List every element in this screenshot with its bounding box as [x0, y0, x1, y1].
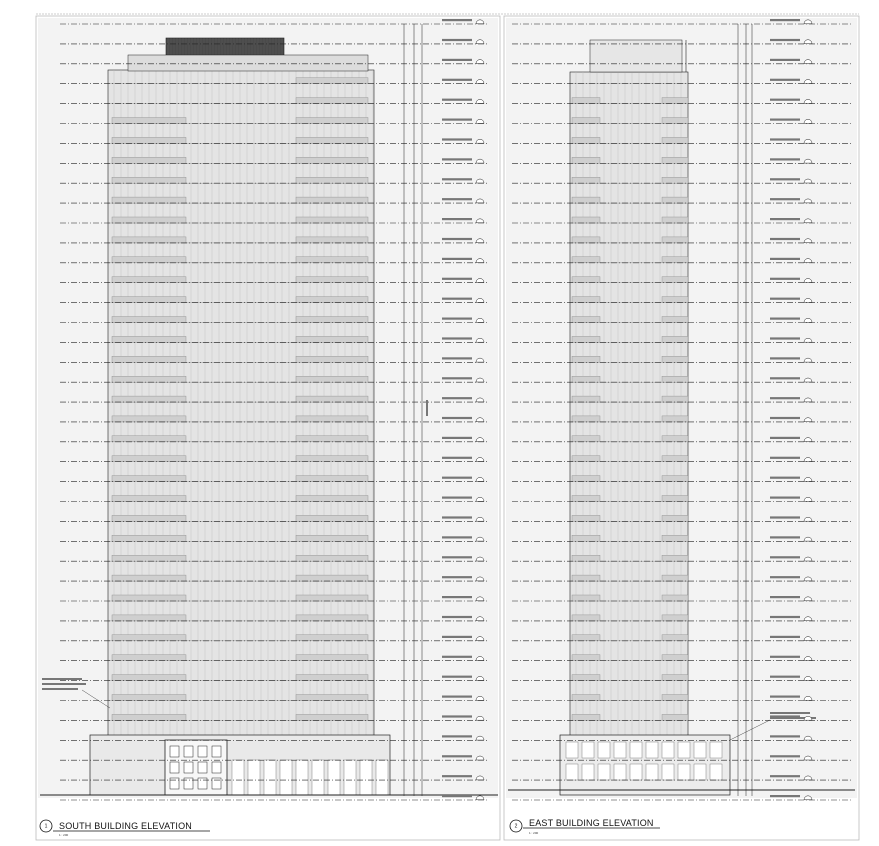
balcony: [662, 197, 688, 203]
balcony: [296, 78, 368, 84]
podium-window: [662, 742, 674, 758]
level-tag-label: [442, 178, 472, 180]
balcony: [296, 515, 368, 521]
level-tag-label: [442, 616, 472, 618]
balcony: [572, 496, 600, 502]
level-tag-label: [442, 19, 472, 21]
level-tag-label: [442, 676, 472, 678]
balcony: [112, 595, 186, 601]
level-tag-label: [770, 178, 800, 180]
balcony: [662, 396, 688, 402]
level-tag-label: [442, 238, 472, 240]
heritage-window: [212, 746, 221, 757]
balcony: [296, 336, 368, 342]
level-tag-label: [442, 596, 472, 598]
east-title-block: [510, 818, 660, 835]
level-tag-label: [442, 357, 472, 359]
level-tag-label: [442, 636, 472, 638]
level-tag-label: [442, 417, 472, 419]
balcony: [296, 535, 368, 541]
balcony: [112, 635, 186, 641]
balcony: [296, 376, 368, 382]
podium-window: [598, 742, 610, 758]
level-tag-label: [442, 318, 472, 320]
balcony: [572, 396, 600, 402]
podium-window: [710, 742, 722, 758]
heritage-window: [212, 778, 221, 789]
level-tag-label: [770, 457, 800, 459]
balcony: [572, 98, 600, 104]
podium-window: [710, 764, 722, 780]
balcony: [662, 575, 688, 581]
balcony: [662, 317, 688, 323]
balcony: [112, 197, 186, 203]
level-tag-label: [770, 158, 800, 160]
balcony: [296, 456, 368, 462]
heritage-window: [212, 762, 221, 773]
storefront-bay: [248, 760, 260, 795]
balcony: [112, 714, 186, 720]
level-tag-label: [442, 556, 472, 558]
balcony: [112, 277, 186, 283]
balcony: [572, 356, 600, 362]
balcony: [112, 118, 186, 124]
balcony: [572, 675, 600, 681]
balcony: [112, 416, 186, 422]
level-tag-label: [770, 59, 800, 61]
level-tag-label: [770, 536, 800, 538]
roof-parapet: [128, 55, 368, 71]
east-drawing-title: EAST BUILDING ELEVATION: [529, 818, 654, 828]
heritage-window: [198, 762, 207, 773]
balcony: [572, 595, 600, 601]
balcony: [296, 396, 368, 402]
balcony: [662, 555, 688, 561]
balcony: [112, 177, 186, 183]
podium-window: [678, 742, 690, 758]
balcony: [296, 118, 368, 124]
balcony: [112, 675, 186, 681]
podium-window: [614, 764, 626, 780]
heritage-window: [184, 762, 193, 773]
level-tag-label: [442, 516, 472, 518]
level-tag-label: [770, 556, 800, 558]
balcony: [296, 177, 368, 183]
balcony: [112, 575, 186, 581]
balcony: [662, 515, 688, 521]
balcony: [112, 515, 186, 521]
heritage-window: [184, 778, 193, 789]
balcony: [662, 535, 688, 541]
podium-window: [646, 764, 658, 780]
level-tag-label: [770, 138, 800, 140]
balcony: [662, 615, 688, 621]
balcony: [572, 277, 600, 283]
level-tag-label: [770, 397, 800, 399]
storefront-bay: [264, 760, 276, 795]
balcony: [572, 655, 600, 661]
balcony: [112, 456, 186, 462]
east-drawing-scale: 1 : 200: [529, 831, 539, 835]
balcony: [112, 137, 186, 143]
level-tag-label: [770, 337, 800, 339]
level-tag-label: [770, 795, 800, 797]
balcony: [662, 177, 688, 183]
level-tag-label: [442, 79, 472, 81]
balcony: [112, 615, 186, 621]
podium-window: [678, 764, 690, 780]
level-tag-label: [770, 676, 800, 678]
balcony: [572, 197, 600, 203]
balcony: [662, 217, 688, 223]
balcony: [112, 257, 186, 263]
level-tag-label: [442, 457, 472, 459]
balcony: [296, 137, 368, 143]
balcony: [112, 476, 186, 482]
balcony: [296, 476, 368, 482]
heritage-window: [170, 778, 179, 789]
balcony: [296, 237, 368, 243]
level-tag-label: [442, 696, 472, 698]
heritage-window: [170, 746, 179, 757]
level-tag-label: [442, 99, 472, 101]
balcony: [662, 635, 688, 641]
level-tag-label: [770, 755, 800, 757]
balcony: [662, 655, 688, 661]
level-tag-label: [442, 198, 472, 200]
level-tag-label: [442, 437, 472, 439]
level-tag-label: [770, 636, 800, 638]
balcony: [572, 436, 600, 442]
south-drawing-scale: 1 : 200: [59, 833, 69, 837]
balcony: [572, 416, 600, 422]
balcony: [572, 237, 600, 243]
east-drawing-number: 2: [514, 823, 518, 830]
balcony: [112, 555, 186, 561]
level-tag-label: [770, 99, 800, 101]
balcony: [112, 336, 186, 342]
level-tag-label: [442, 138, 472, 140]
level-tag-label: [770, 238, 800, 240]
balcony: [572, 575, 600, 581]
balcony: [662, 595, 688, 601]
south-drawing-number: 1: [44, 823, 48, 830]
level-tag-label: [442, 119, 472, 121]
balcony: [112, 356, 186, 362]
level-tag-label: [442, 218, 472, 220]
balcony: [296, 197, 368, 203]
level-tag-label: [770, 696, 800, 698]
balcony: [662, 714, 688, 720]
balcony: [296, 356, 368, 362]
balcony: [572, 257, 600, 263]
balcony: [296, 714, 368, 720]
level-tag-label: [442, 755, 472, 757]
level-tag-label: [770, 596, 800, 598]
podium-window: [694, 764, 706, 780]
balcony: [572, 137, 600, 143]
balcony: [572, 555, 600, 561]
balcony: [572, 535, 600, 541]
level-tag-label: [442, 158, 472, 160]
level-tag-label: [770, 258, 800, 260]
balcony: [662, 496, 688, 502]
level-tag-label: [770, 218, 800, 220]
podium-window: [582, 764, 594, 780]
podium-window: [662, 764, 674, 780]
level-tag-label: [770, 19, 800, 21]
balcony: [572, 695, 600, 701]
note-text-line: [42, 678, 82, 680]
podium-window: [630, 742, 642, 758]
balcony: [572, 118, 600, 124]
storefront-bay: [232, 760, 244, 795]
level-tag-label: [442, 337, 472, 339]
balcony: [662, 118, 688, 124]
balcony: [572, 297, 600, 303]
level-tag-label: [770, 477, 800, 479]
level-tag-label: [770, 715, 800, 717]
balcony: [112, 496, 186, 502]
level-tag-label: [770, 119, 800, 121]
balcony: [572, 515, 600, 521]
level-tag-label: [770, 39, 800, 41]
balcony: [572, 714, 600, 720]
heritage-window: [184, 746, 193, 757]
podium-window: [566, 742, 578, 758]
south-elevation-drawing: [38, 18, 498, 800]
south-title-block: [40, 820, 210, 837]
level-tag-label: [770, 198, 800, 200]
balcony: [112, 535, 186, 541]
podium-window: [694, 742, 706, 758]
balcony: [112, 695, 186, 701]
storefront-bay: [312, 760, 324, 795]
level-tag-label: [770, 437, 800, 439]
balcony: [112, 436, 186, 442]
balcony: [296, 297, 368, 303]
level-tag-label: [770, 278, 800, 280]
balcony: [662, 257, 688, 263]
balcony: [572, 217, 600, 223]
podium-window: [598, 764, 610, 780]
level-tag-label: [442, 735, 472, 737]
storefront-bay: [280, 760, 292, 795]
balcony: [296, 317, 368, 323]
balcony: [662, 98, 688, 104]
balcony: [572, 635, 600, 641]
heritage-window: [198, 778, 207, 789]
balcony: [662, 137, 688, 143]
level-tag-label: [442, 477, 472, 479]
heritage-window: [170, 762, 179, 773]
level-tag-label: [770, 417, 800, 419]
level-tag-label: [442, 715, 472, 717]
balcony: [296, 257, 368, 263]
level-tag-label: [770, 656, 800, 658]
balcony: [296, 695, 368, 701]
balcony: [662, 476, 688, 482]
balcony: [662, 297, 688, 303]
balcony: [572, 456, 600, 462]
heritage-window: [198, 746, 207, 757]
balcony: [296, 675, 368, 681]
level-tag-label: [770, 298, 800, 300]
storefront-bay: [376, 760, 388, 795]
level-tag-label: [770, 735, 800, 737]
level-tag-label: [770, 318, 800, 320]
level-tag-label: [442, 397, 472, 399]
level-tag-label: [770, 616, 800, 618]
balcony: [296, 98, 368, 104]
storefront-bay: [328, 760, 340, 795]
balcony: [112, 297, 186, 303]
balcony: [296, 655, 368, 661]
level-tag-label: [442, 278, 472, 280]
podium-window: [646, 742, 658, 758]
level-tag-label: [442, 536, 472, 538]
level-tag-label: [442, 298, 472, 300]
balcony: [662, 376, 688, 382]
balcony: [112, 157, 186, 163]
balcony: [662, 336, 688, 342]
podium-window: [630, 764, 642, 780]
balcony: [296, 277, 368, 283]
balcony: [296, 635, 368, 641]
level-tag-label: [770, 377, 800, 379]
balcony: [572, 317, 600, 323]
balcony: [572, 177, 600, 183]
level-tag-label: [442, 497, 472, 499]
level-tag-label: [770, 357, 800, 359]
storefront-bay: [360, 760, 372, 795]
mechanical-penthouse: [590, 40, 682, 72]
level-tag-label: [442, 39, 472, 41]
balcony: [112, 376, 186, 382]
overall-height-label: [426, 400, 428, 416]
podium-window: [614, 742, 626, 758]
balcony: [662, 237, 688, 243]
balcony: [572, 376, 600, 382]
east-elevation-drawing: [506, 18, 857, 800]
balcony: [112, 655, 186, 661]
level-tag-label: [770, 576, 800, 578]
balcony: [112, 317, 186, 323]
south-drawing-title: SOUTH BUILDING ELEVATION: [59, 821, 192, 831]
balcony: [662, 356, 688, 362]
balcony: [662, 695, 688, 701]
balcony: [662, 416, 688, 422]
balcony: [662, 675, 688, 681]
balcony: [662, 456, 688, 462]
balcony: [296, 157, 368, 163]
balcony: [112, 396, 186, 402]
podium-window: [582, 742, 594, 758]
level-tag-label: [442, 775, 472, 777]
balcony: [572, 336, 600, 342]
balcony: [662, 157, 688, 163]
balcony: [296, 217, 368, 223]
balcony: [572, 157, 600, 163]
balcony: [296, 555, 368, 561]
level-tag-label: [770, 516, 800, 518]
level-tag-label: [770, 775, 800, 777]
balcony: [296, 416, 368, 422]
level-tag-label: [770, 497, 800, 499]
note-text-line: [770, 712, 810, 714]
level-tag-label: [442, 795, 472, 797]
note-text-line: [42, 688, 78, 690]
balcony: [296, 575, 368, 581]
podium-window: [566, 764, 578, 780]
balcony: [662, 436, 688, 442]
balcony: [296, 595, 368, 601]
balcony: [572, 476, 600, 482]
balcony: [296, 496, 368, 502]
level-tag-label: [442, 59, 472, 61]
balcony: [112, 217, 186, 223]
balcony: [662, 277, 688, 283]
level-tag-label: [442, 576, 472, 578]
balcony: [572, 615, 600, 621]
level-tag-label: [442, 258, 472, 260]
level-tag-label: [442, 377, 472, 379]
storefront-bay: [344, 760, 356, 795]
balcony: [112, 237, 186, 243]
storefront-bay: [296, 760, 308, 795]
balcony: [296, 615, 368, 621]
balcony: [296, 436, 368, 442]
level-tag-label: [442, 656, 472, 658]
level-tag-label: [770, 79, 800, 81]
note-text-line: [42, 683, 86, 685]
